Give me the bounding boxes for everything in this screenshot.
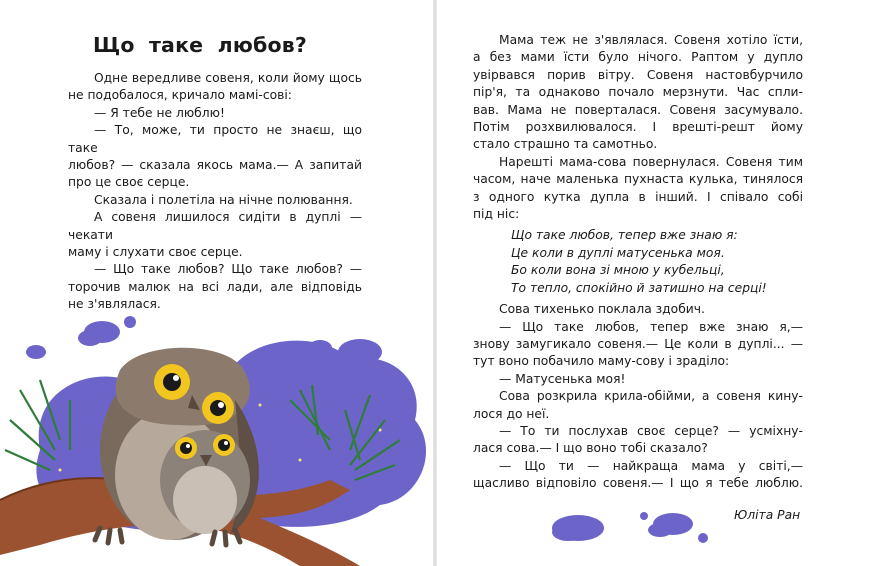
text-line: Сова тихенько поклала здобич. <box>499 302 705 317</box>
text-line: з одного кутка дупла в інший. І співало собі <box>473 189 803 204</box>
cloud-shape <box>293 353 303 363</box>
text-line: — То ти послухав своє серце? — усміхну- <box>499 423 803 438</box>
text-line: Сказала і полетіла на нічне полювання. <box>94 192 353 207</box>
text-line: часом, наче маленька пухнаста кулька, тинялося <box>473 172 803 187</box>
cloud-shape <box>124 316 136 328</box>
author-signature: Юліта Ран <box>734 508 801 522</box>
text-line: торочив малюк на всі лади, але відповідь <box>68 279 362 294</box>
text-line: а без мами їсти було нічого. Раптом у дупло <box>473 50 803 65</box>
text-line: любов? — сказала якось мама.— А запитай <box>68 158 362 173</box>
text-line: — Що ти — найкраща мама у світі,— <box>499 458 803 473</box>
cloud-shape <box>78 330 102 346</box>
text-line: — Що таке любов? Що таке любов? — <box>94 262 362 277</box>
poem-line: То тепло, спокійно й затишно на серці! <box>511 280 767 295</box>
text-line: — Я тебе не люблю! <box>94 105 225 120</box>
text-line: Нарешті мама-сова повернулася. Совеня тим <box>499 154 803 169</box>
left-story-text <box>68 70 362 314</box>
text-line: — Матусенька моя! <box>499 371 626 386</box>
cloud-decoration <box>548 508 728 548</box>
text-line: увірвався порив вітру. Совеня настовбурчило <box>473 67 803 82</box>
text-line: про це своє серце. <box>68 175 190 190</box>
right-page <box>436 0 870 566</box>
text-line: стало страшно та самотньо. <box>473 137 658 152</box>
right-story-text <box>473 32 803 493</box>
text-line: тут воно побачило маму-сову і зраділо: <box>473 354 730 369</box>
cloud-shape <box>338 339 382 365</box>
text-line: не подобалося, кричало мамі-сові: <box>68 88 292 103</box>
text-line: лося до неї. <box>473 406 550 421</box>
poem-line: Що таке любов, тепер вже знаю я: <box>511 228 738 243</box>
text-line: під ніс: <box>473 207 520 222</box>
story-title: Що таке любов? <box>92 33 308 57</box>
text-line: щасливо відповіло совеня.— І що я тебе люблю. <box>473 476 803 491</box>
text-line: не з'являлася. <box>68 297 161 312</box>
text-line: Сова розкрила крила-обійми, а совеня кину- <box>499 389 803 404</box>
text-line: Мама теж не з'являлася. Совеня хотіло їсти, <box>499 33 803 47</box>
text-line: знову замугикало совеня.— Це коли в дуплі... — <box>473 336 803 351</box>
song-poem <box>511 227 803 297</box>
poem-line: Бо коли вона зі мною у кубельці, <box>511 263 725 278</box>
owl-illustration <box>0 300 435 566</box>
cloud-shape <box>308 340 332 356</box>
text-line: Потім розхвилювалося. І врешті-решт йому <box>473 120 803 135</box>
text-line: А совеня лишилося сидіти в дуплі — чекати <box>68 210 362 242</box>
text-line: — То, може, ти просто не знаєш, що таке <box>68 123 362 155</box>
poem-line: Це коли в дуплі матусенька моя. <box>511 245 725 260</box>
text-line: Одне вередливе совеня, коли йому щось <box>94 71 362 85</box>
text-line: пір'я, та однаково почало мерзнути. Час спли- <box>473 85 803 100</box>
text-line: лася сова.— І що воно тобі сказало? <box>473 441 708 456</box>
text-line: маму і слухати своє серце. <box>68 245 243 260</box>
text-line: — Що таке любов, тепер вже знаю я,— <box>499 319 803 334</box>
text-line: вав. Мама не поверталася. Совеня засумувало. <box>473 102 803 117</box>
cloud-shape <box>26 345 46 359</box>
